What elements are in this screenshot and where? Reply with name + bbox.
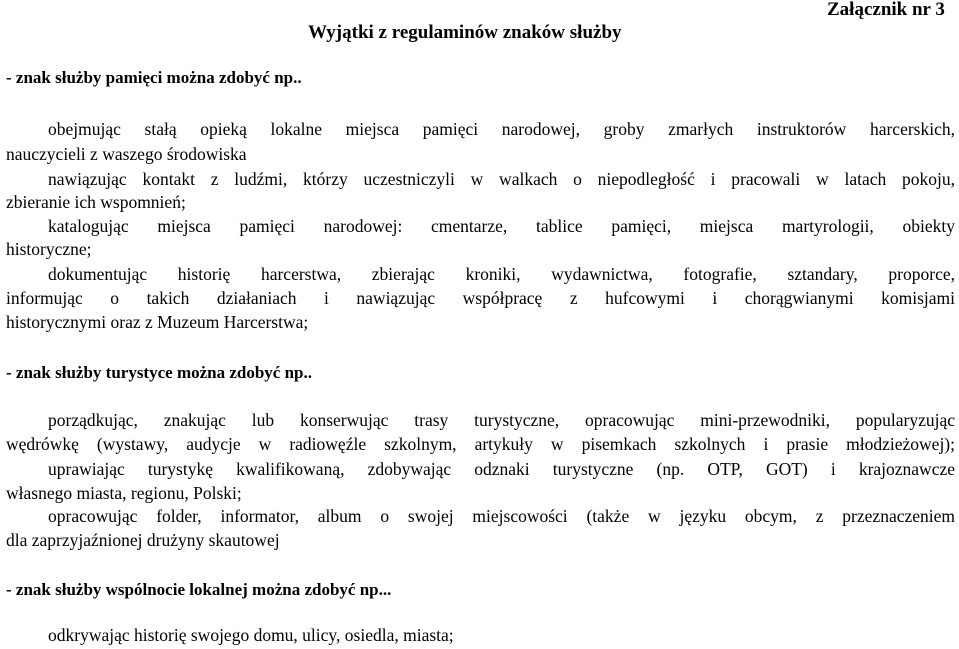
text-line: własnego miasta, regionu, Polski; — [6, 483, 242, 503]
text-line: dokumentując historię harcerstwa, zbierając kroniki, wydawnictwa, fotografie, sztandary, proporce, — [48, 264, 955, 284]
text-line: opracowując folder, informator, album o swojej miejscowości (także w języku obcym, z przeznaczeniem — [48, 506, 955, 526]
text-line: historycznymi oraz z Muzeum Harcerstwa; — [6, 312, 309, 332]
text-line: nauczycieli z waszego środowiska — [6, 144, 247, 164]
text-line: historyczne; — [6, 239, 92, 259]
text-line: informując o takich działaniach i nawiązując współpracę z hufcowymi i chorągwianymi komisjami — [6, 288, 955, 308]
text-line: dla zaprzyjaźnionej drużyny skautowej — [6, 530, 280, 550]
text-line: nawiązując kontakt z ludźmi, którzy uczestniczyli w walkach o niepodległość i pracowali w latach pokoju, — [48, 169, 955, 189]
text-line: wędrówkę (wystawy, audycje w radiowęźle szkolnym, artykuły w pisemkach szkolnych i prasie młodzieżowej); — [6, 434, 955, 454]
text-line: uprawiając turystykę kwalifikowaną, zdobywając odznaki turystyczne (np. OTP, GOT) i krajoznawcze — [48, 459, 955, 479]
text-line: zbieranie ich wspomnień; — [6, 192, 186, 212]
text-line: porządkując, znakując lub konserwując trasy turystyczne, opracowując mini-przewodniki, popularyzując — [48, 410, 955, 430]
text-line: obejmując stałą opieką lokalne miejsca pamięci narodowej, groby zmarłych instruktorów harcerskich, — [48, 119, 955, 139]
section-heading-memory: - znak służby pamięci można zdobyć np.. — [6, 68, 302, 87]
attachment-label: Załącznik nr 3 — [827, 0, 945, 20]
text-line: odkrywając historię swojego domu, ulicy, osiedla, miasta; — [48, 625, 454, 645]
document-title: Wyjątki z regulaminów znaków służby — [308, 22, 622, 43]
section-heading-tourism: - znak służby turystyce można zdobyć np.. — [6, 363, 313, 382]
text-line: katalogując miejsca pamięci narodowej: cmentarze, tablice pamięci, miejsca martyrologii, obiekty — [48, 216, 955, 236]
section-heading-community: - znak służby wspólnocie lokalnej można zdobyć np... — [6, 580, 392, 599]
